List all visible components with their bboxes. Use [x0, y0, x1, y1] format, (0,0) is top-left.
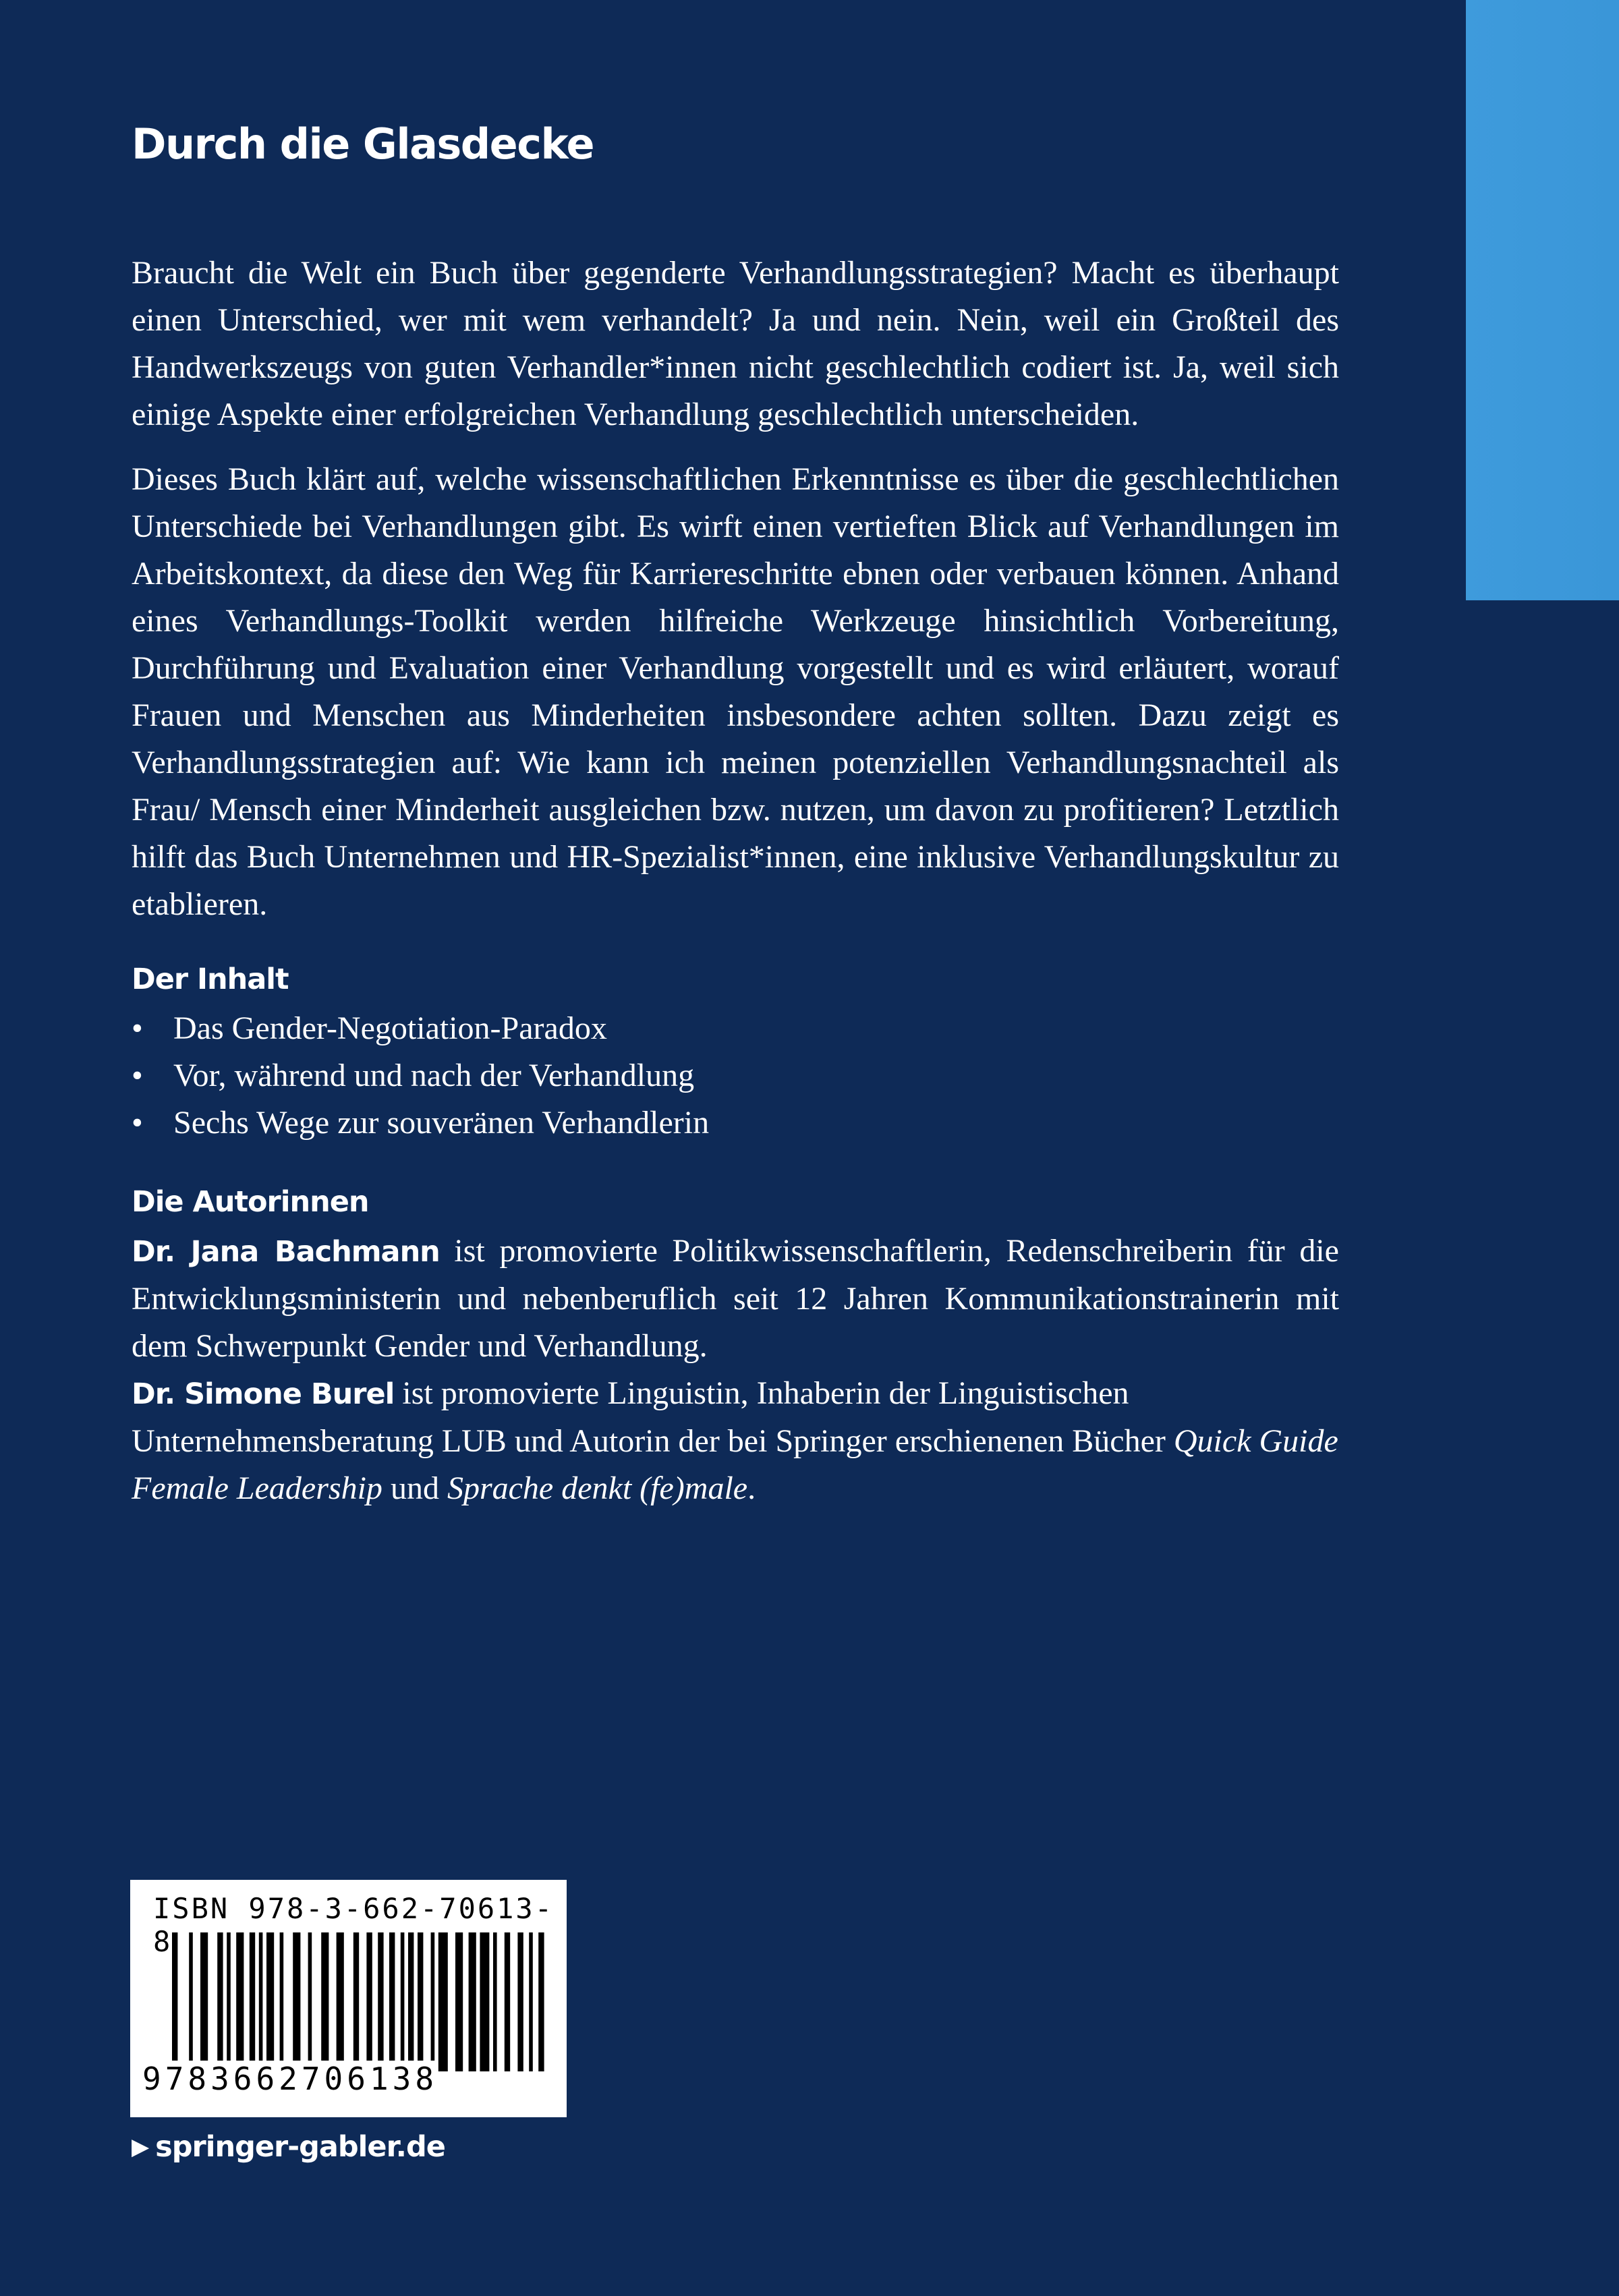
- isbn-label: ISBN 978-3-662-70613-8: [153, 1892, 555, 1958]
- barcode-number: 9783662706138: [142, 2061, 438, 2097]
- barcode-bar: [172, 1932, 177, 2071]
- barcode-bar: [389, 1932, 395, 2071]
- book-title-italic: Sprache denkt (fe)male: [447, 1470, 748, 1507]
- bullet-icon: •: [132, 1010, 143, 1047]
- barcode-bar: [259, 1932, 263, 2071]
- contents-list: [132, 1005, 1339, 1147]
- barcode-bar: [293, 1932, 300, 2071]
- barcode-bar: [378, 1932, 383, 2071]
- barcode-bar: [280, 1932, 284, 2071]
- barcode-bar: [438, 1932, 448, 2071]
- list-item: • Vor, während und nach der Verhandlung: [132, 1052, 1339, 1099]
- website-link[interactable]: ▶ springer-gabler.de: [132, 2130, 445, 2164]
- barcode-bar: [366, 1932, 372, 2071]
- author-bio: Dr. Jana Bachmann ist promovierte Politikwissenschaftlerin, Redenschreiberin für die Entwicklungsministerin und nebenberuflich seit 12 Jahren Kommunikationstrainerin mit dem Schwerpunkt Gender und Verhandlung.: [132, 1233, 1339, 1365]
- intro-paragraph: Braucht die Welt ein Buch über gegenderte Verhandlungsstrategien? Macht es überhaupt einen Unterschied, wer mit wem verhandelt? Ja und nein. Nein, weil ein Großteil des Handwerkszeugs von guten Verhandler*innen nicht geschlechtlich codiert ist. Ja, weil sich einige Aspekte einer erfolgreichen Verhandlung geschlechtlich unterscheiden.: [132, 255, 1339, 433]
- bullet-icon: •: [132, 1105, 143, 1141]
- barcode-bar: [517, 1932, 523, 2071]
- barcode-bar: [353, 1932, 359, 2071]
- list-item: • Sechs Wege zur souveränen Verhandlerin: [132, 1099, 1339, 1147]
- barcode-bar: [200, 1932, 208, 2071]
- barcode-bar: [408, 1932, 414, 2071]
- accent-tab: [1466, 0, 1619, 600]
- barcode-bar: [431, 1932, 435, 2071]
- contents-heading: Der Inhalt: [132, 963, 289, 997]
- author-name: Dr. Simone Burel: [132, 1377, 395, 1412]
- play-arrow-icon: ▶: [132, 2133, 149, 2160]
- barcode-bar: [189, 1932, 193, 2071]
- barcode-bar: [217, 1932, 223, 2071]
- barcode-bar: [493, 1932, 497, 2071]
- barcode-bar: [227, 1932, 231, 2071]
- barcode-bar: [418, 1932, 423, 2071]
- barcode-bar: [308, 1932, 312, 2071]
- barcode-bar: [236, 1932, 244, 2071]
- book-title: Durch die Glasdecke: [132, 119, 594, 169]
- list-item: • Das Gender-Negotiation-Paradox: [132, 1005, 1339, 1052]
- authors-heading: Die Autorinnen: [132, 1185, 369, 1219]
- barcode-bar: [321, 1932, 329, 2071]
- barcode-bar: [529, 1932, 533, 2071]
- barcode-bar: [337, 1932, 344, 2071]
- barcode-bar: [455, 1932, 463, 2071]
- barcode-bar: [505, 1932, 510, 2071]
- author-bio: Dr. Simone Burel ist promovierte Linguistin, Inhaberin der Linguistischen Unternehmensberatung LUB und Autorin der bei Springer erschienenen Bücher Quick Guide Female Leadership und Sprache denkt (fe)male.: [132, 1375, 1338, 1507]
- bullet-icon: •: [132, 1058, 143, 1094]
- description-paragraph: Dieses Buch klärt auf, welche wissenschaftlichen Erkenntnisse es über die geschlechtlichen Unterschiede bei Verhandlungen gibt. Es wirft einen vertieften Blick auf Verhandlungen im Arbeitskontext, da diese den Weg für Karriereschritte ebnen oder verbauen können. Anhand eines Verhandlungs-Toolkit werden hilfreiche Werkzeuge hinsichtlich Vorbereitung, Durchführung und Evaluation einer Verhandlung vorgestellt und es wird erläutert, worauf Frauen und Menschen aus Minderheiten insbesondere achten sollten. Dazu zeigt es Verhandlungsstrategien auf: Wie kann ich meinen potenziellen Verhandlungsnachteil als Frau/ Mensch einer Minderheit ausgleichen bzw. nutzen, um davon zu profitieren? Letztlich hilft das Buch Unternehmen und HR-Spezialist*innen, eine inklusive Verhandlungskultur zu etablieren.: [132, 461, 1339, 923]
- author-name: Dr. Jana Bachmann: [132, 1235, 440, 1269]
- barcode-bar: [401, 1932, 405, 2071]
- authors-section: [132, 1228, 1339, 1512]
- barcode-bar: [250, 1932, 255, 2071]
- isbn-barcode: [130, 1880, 567, 2117]
- barcode-bars: [172, 1932, 550, 2071]
- book-title-italic: Quick Guide Female Leadership: [132, 1423, 1338, 1507]
- barcode-bar: [480, 1932, 489, 2071]
- barcode-bar: [538, 1932, 544, 2071]
- barcode-bar: [266, 1932, 274, 2071]
- barcode-bar: [469, 1932, 476, 2071]
- back-cover-content: [132, 121, 1339, 1512]
